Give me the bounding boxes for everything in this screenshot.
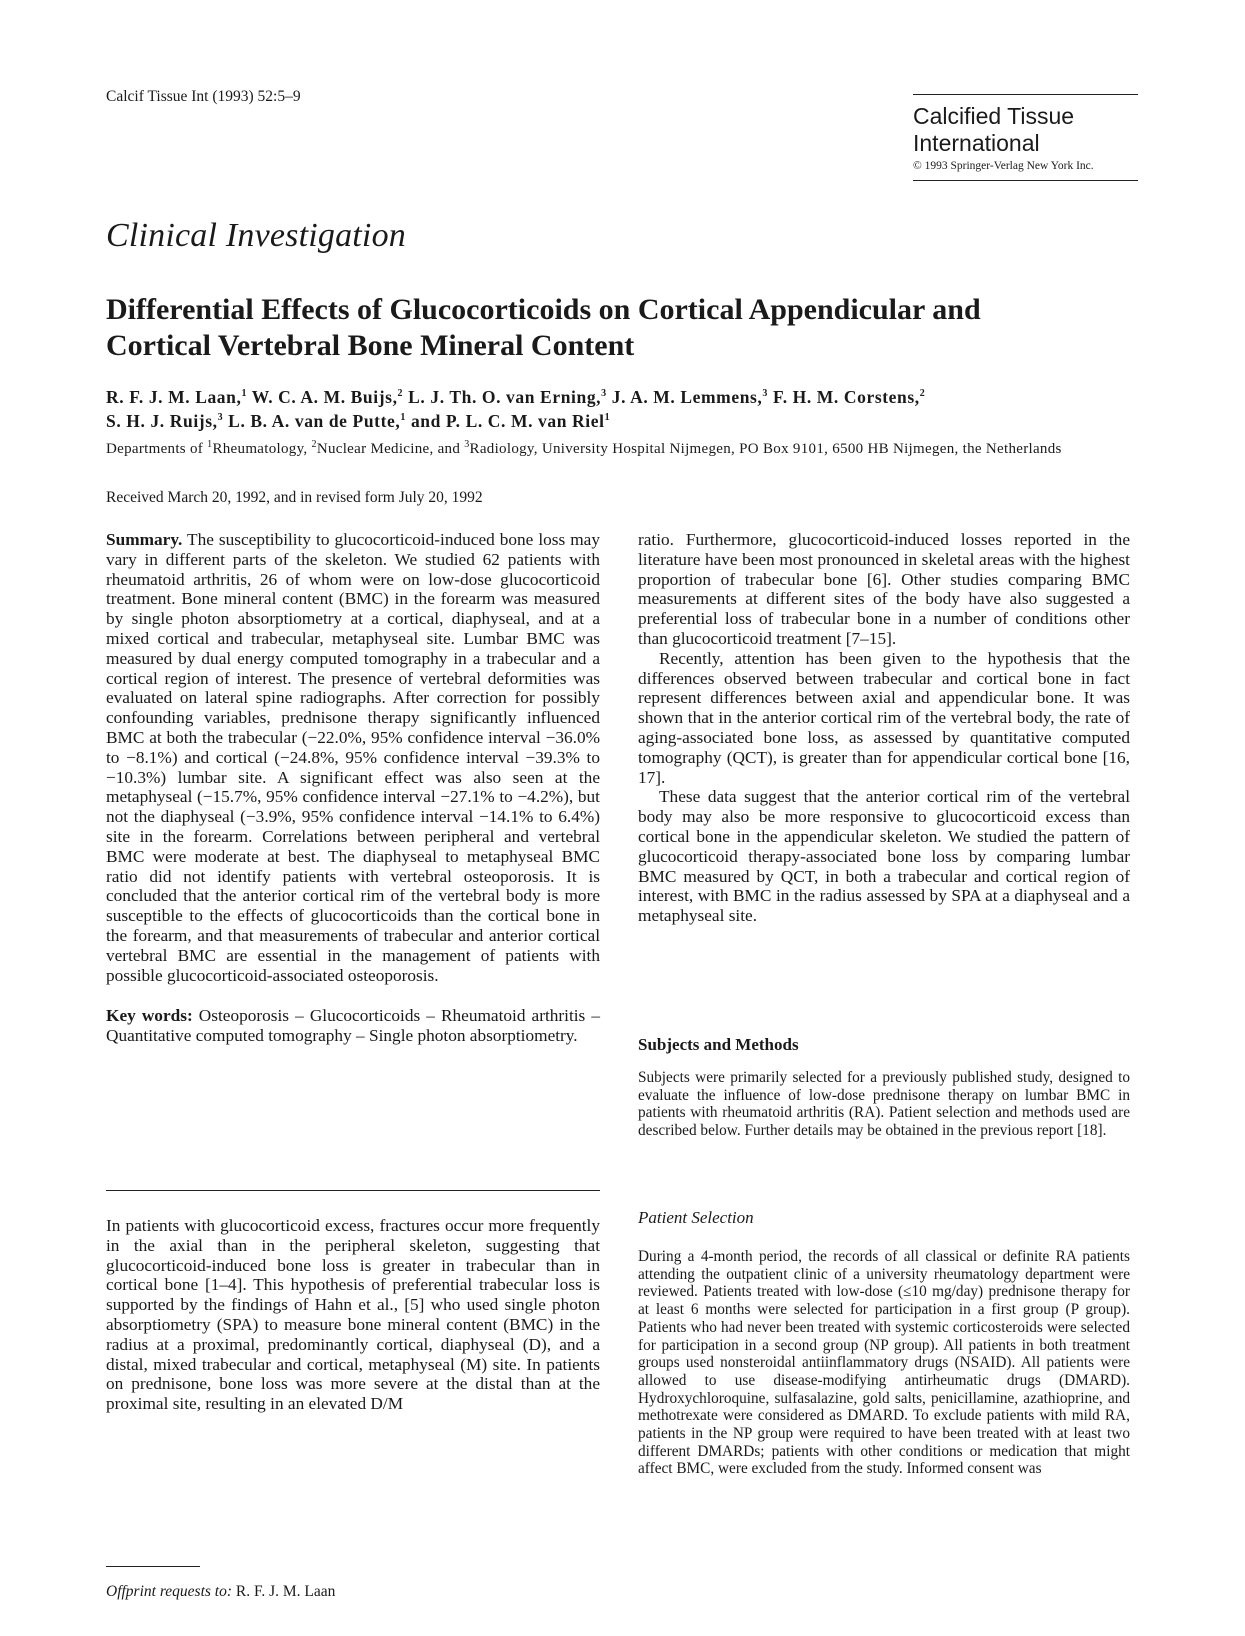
methods-heading: Subjects and Methods [638,1035,799,1054]
selection-paragraph: During a 4-month period, the records of all classical or definite RA patients attending the outpatient clinic of a university rheumatology department were reviewed. Patients treated with low-dose (≤10 mg/day) prednisone therapy for at least 6 months were selected for participation in a first group (P group). Patients who had never been treated with systemic corticosteroids were selected for participation in a second group (NP group). All patients in both treatment groups used nonsteroidal antiinflammatory drugs (NSAID). All patients were allowed to use disease-modifying antirheumatic drugs (DMARD). Hydroxychloroquine, sulfasalazine, gold salts, penicillamine, azathioprine, and methotrexate were considered as DMARD. To exclude patients with mild RA, patients in the NP group were required to have been treated with at least two different DMARDs; patients with other conditions or medication that might affect BMC, were excluded from the study. Informed consent was [638,1248,1130,1478]
keywords-text: Osteoporosis – Glucocorticoids – Rheumatoid arthritis – Quantitative computed tomography – Single photon absorptiometry. [106,1006,600,1046]
introduction-right [638,530,1130,926]
author-affil-mark: 3 [601,388,607,400]
abstract [106,530,600,1046]
author-name: and P. L. C. M. van Riel [405,411,605,431]
affil-mark: 2 [311,439,317,450]
section-label: Clinical Investigation [106,217,406,254]
author-affil-mark: 1 [400,412,406,424]
author-name: W. C. A. M. Buijs, [247,387,398,407]
article-title: Differential Effects of Glucocorticoids on Cortical Appendicular and Cortical Vertebral Bone Mineral Content [106,293,981,362]
methods-paragraph: Subjects were primarily selected for a previously published study, designed to evaluate the influence of low-dose prednisone therapy on lumbar BMC in patients with rheumatoid arthritis (RA). Patient selection and methods used are described below. Further details may be obtained in the previous report [18]. [638,1069,1130,1140]
patient-selection [638,1248,1130,1478]
journal-masthead [913,94,1138,181]
author-name: R. F. J. M. Laan, [106,387,242,407]
journal-name: Calcified Tissue International [913,103,1075,156]
introduction-left [106,1216,600,1414]
affil-dept: Radiology, University Hospital Nijmegen, PO Box 9101, 6500 HB Nijmegen, the Netherlands [469,441,1062,457]
selection-heading: Patient Selection [638,1208,754,1227]
author-name: L. J. Th. O. van Erning, [403,387,602,407]
footnote-divider [106,1566,200,1567]
summary-paragraph [106,530,600,985]
author-affil-mark: 3 [762,388,769,400]
affil-mark: 3 [464,439,470,450]
footnote-label: Offprint requests to: [106,1583,233,1600]
intro-paragraph: Recently, attention has been given to the hypothesis that the differences observed between trabecular and cortical bone in fact represent differences between axial and appendicular bone. It was shown that in the anterior cortical rim of the vertebral body, the rate of aging-associated bone loss, as assessed by quantitative computed tomography (QCT), is greater than for appendicular cortical bone [16, 17]. [638,648,1130,787]
author-name: L. B. A. van de Putte, [223,411,401,431]
intro-paragraph: ratio. Furthermore, glucocorticoid-induced losses reported in the literature have been most pronounced in skeletal areas with the highest proportion of trabecular bone [6]. Other studies comparing BMC measurements at different sites of the body have also suggested a preferential loss of trabecular bone in a number of conditions other than glucocorticoid treatment [7–15]. [638,530,1130,648]
author-list [106,385,1151,433]
affil-mark: 1 [207,439,213,450]
affiliations [106,440,1146,459]
author-affil-mark: 1 [604,412,611,424]
intro-paragraph: In patients with glucocorticoid excess, fractures occur more frequently in the axial than in the peripheral skeleton, suggesting that glucocorticoid-induced bone loss is greater in trabecular than in cortical bone [1–4]. This hypothesis of preferential trabecular loss is supported by the findings of Hahn et al., [5] who used single photon absorptiometry (SPA) to measure bone mineral content (BMC) in the radius at a proximal, predominantly cortical, diaphyseal (D), and a distal, mixed trabecular and cortical, metaphyseal (M) site. In patients on prednisone, bone loss was more severe at the distal than at the proximal site, resulting in an elevated D/M [106,1216,600,1414]
affil-prefix: Departments of [106,441,208,457]
author-name: S. H. J. Ruijs, [106,411,218,431]
author-affil-mark: 2 [397,388,404,400]
intro-paragraph: These data suggest that the anterior cortical rim of the vertebral body may also be more responsive to glucocorticoid excess than cortical bone in the appendicular skeleton. We studied the pattern of glucocorticoid therapy-associated bone loss by comparing lumbar BMC measured by QCT, in both a trabecular and cortical region of interest, with BMC in the radius assessed by SPA at a diaphyseal and a metaphyseal site. [638,787,1130,926]
author-name: F. H. M. Corstens, [768,387,920,407]
abstract-divider [106,1190,600,1191]
author-affil-mark: 3 [217,412,224,424]
affil-dept: Rheumatology, [212,441,312,457]
journal-citation: Calcif Tissue Int (1993) 52:5–9 [106,88,301,105]
footnote [106,1583,335,1601]
keywords-label: Key words: [106,1006,193,1026]
author-name: J. A. M. Lemmens, [606,387,763,407]
summary-label: Summary. [106,530,183,549]
copyright-notice: © 1993 Springer-Verlag New York Inc. [913,160,1094,172]
footnote-text: R. F. J. M. Laan [232,1583,336,1600]
methods-intro [638,1069,1130,1140]
received-date: Received March 20, 1992, and in revised form July 20, 1992 [106,489,483,506]
author-affil-mark: 1 [241,388,248,400]
affil-dept: Nuclear Medicine, and [316,441,465,457]
author-affil-mark: 2 [919,388,926,400]
keywords-paragraph [106,1006,600,1046]
summary-text: The susceptibility to glucocorticoid-induced bone loss may vary in different parts of the skeleton. We studied 62 patients with rheumatoid arthritis, 26 of whom were on low-dose glucocorticoid treatment. Bone mineral content (BMC) in the forearm was measured by single photon absorptiometry at a cortical, diaphyseal, and at a mixed cortical and trabecular, metaphyseal site. Lumbar BMC was measured by dual energy computed tomography in a trabecular and a cortical region of interest. The presence of vertebral deformities was evaluated on lateral spine radiographs. After correction for possibly confounding variables, prednisone therapy significantly influenced BMC at both the trabecular (−22.0%, 95% confidence interval −36.0% to −8.1%) and cortical (−24.8%, 95% confidence interval −39.3% to −10.3%) lumbar site. A significant effect was also seen at the metaphyseal (−15.7%, 95% confidence interval −27.1% to −4.2%), but not the diaphyseal (−3.9%, 95% confidence interval −14.1% to 6.4%) site in the forearm. Correlations between peripheral and vertebral BMC were moderate at best. The diaphyseal to metaphyseal BMC ratio did not identify patients with vertebral osteoporosis. It is concluded that the anterior cortical rim of the vertebral body is more susceptible to the effects of glucocorticoids than the cortical bone in the forearm, and that measurements of trabecular and anterior cortical vertebral BMC are essential in the management of patients with possible glucocorticoid-associated osteoporosis. [106,530,600,985]
